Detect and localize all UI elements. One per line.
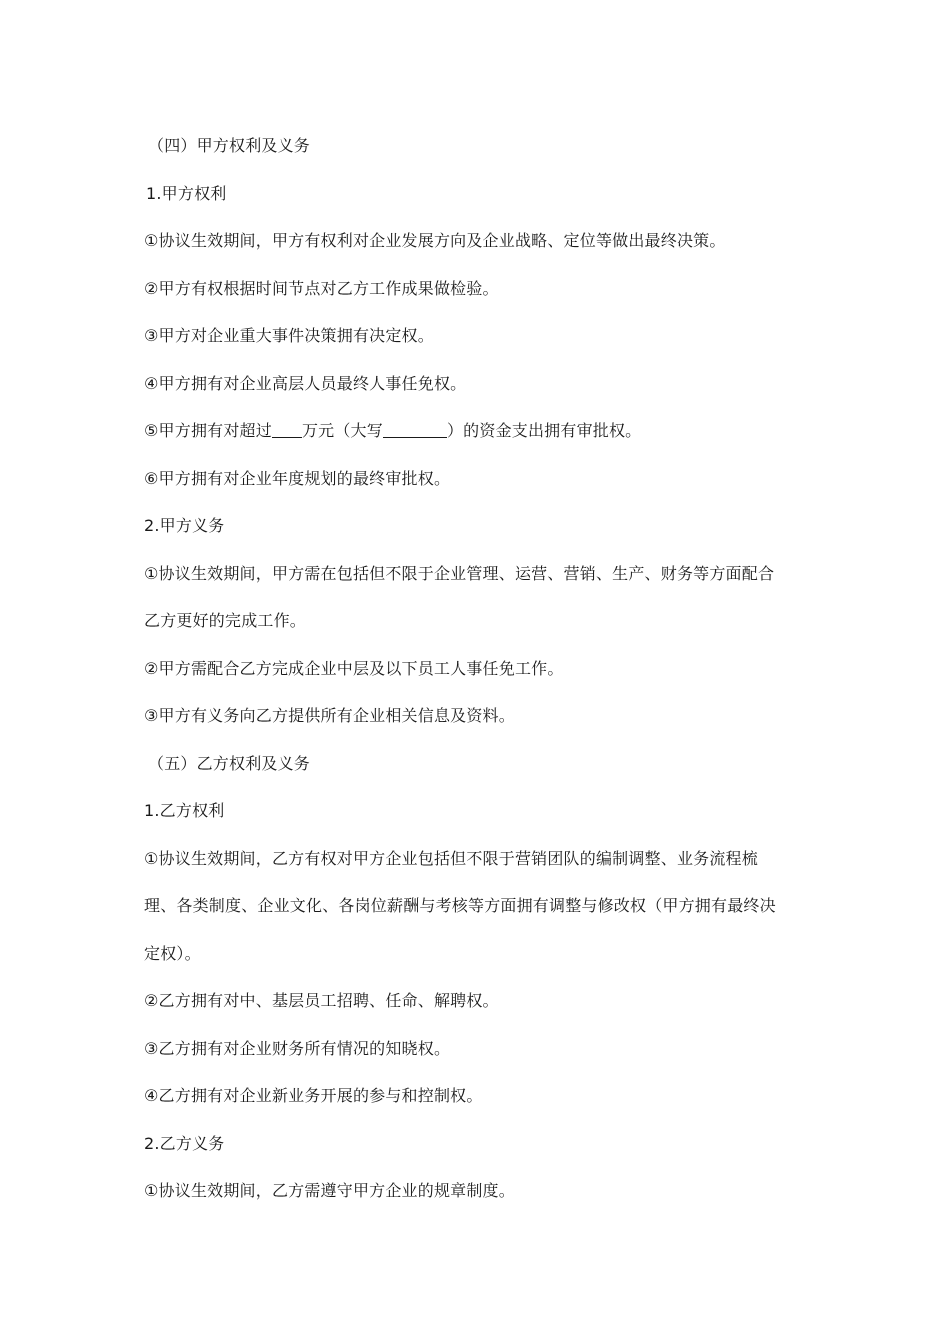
party-b-right-1-line-1: ①协议生效期间，乙方有权对甲方企业包括但不限于营销团队的编制调整、业务流程梳 bbox=[144, 848, 758, 868]
party-a-duty-2: ②甲方需配合乙方完成企业中层及以下员工人事任免工作。 bbox=[144, 658, 564, 678]
subheading-party-a-rights: 1.甲方权利 bbox=[146, 183, 227, 203]
section-heading-party-b: （五）乙方权利及义务 bbox=[148, 753, 311, 773]
party-a-right-5-text-2: 万元（大写 bbox=[301, 421, 383, 440]
party-a-right-6: ⑥甲方拥有对企业年度规划的最终审批权。 bbox=[144, 468, 451, 488]
party-a-right-1: ①协议生效期间，甲方有权利对企业发展方向及企业战略、定位等做出最终决策。 bbox=[144, 231, 726, 250]
section-heading-party-a: （四）甲方权利及义务 bbox=[148, 136, 311, 155]
party-a-right-5-text-1: ⑤甲方拥有对超过 bbox=[144, 421, 272, 440]
party-b-right-3: ③乙方拥有对企业财务所有情况的知晓权。 bbox=[144, 1038, 451, 1058]
party-a-right-4: ④甲方拥有对企业高层人员最终人事任免权。 bbox=[144, 373, 467, 393]
subheading-party-b-duties: 2.乙方义务 bbox=[144, 1133, 225, 1153]
party-a-right-2: ②甲方有权根据时间节点对乙方工作成果做检验。 bbox=[144, 278, 499, 298]
party-b-right-1-line-3: 定权）。 bbox=[144, 943, 201, 963]
party-b-right-4: ④乙方拥有对企业新业务开展的参与和控制权。 bbox=[144, 1086, 483, 1105]
amount-blank bbox=[272, 421, 302, 438]
amount-uppercase-blank bbox=[383, 421, 447, 438]
party-b-right-2: ②乙方拥有对中、基层员工招聘、任命、解聘权。 bbox=[144, 991, 499, 1010]
party-a-right-5 bbox=[144, 407, 809, 455]
party-a-right-3: ③甲方对企业重大事件决策拥有决定权。 bbox=[144, 326, 434, 345]
subheading-party-a-duties: 2.甲方义务 bbox=[144, 516, 225, 535]
document-body bbox=[144, 122, 809, 1215]
party-a-right-5-text-3: ）的资金支出拥有审批权。 bbox=[446, 421, 642, 440]
party-a-duty-3: ③甲方有义务向乙方提供所有企业相关信息及资料。 bbox=[144, 706, 515, 725]
subheading-party-b-rights: 1.乙方权利 bbox=[144, 801, 225, 820]
party-a-duty-1-line-2: 乙方更好的完成工作。 bbox=[144, 611, 307, 630]
party-b-right-1-line-2: 理、各类制度、企业文化、各岗位薪酬与考核等方面拥有调整与修改权（甲方拥有最终决 bbox=[144, 896, 776, 915]
party-a-duty-1-line-1: ①协议生效期间，甲方需在包括但不限于企业管理、运营、营销、生产、财务等方面配合 bbox=[144, 563, 775, 583]
party-b-duty-1: ①协议生效期间，乙方需遵守甲方企业的规章制度。 bbox=[144, 1181, 515, 1200]
